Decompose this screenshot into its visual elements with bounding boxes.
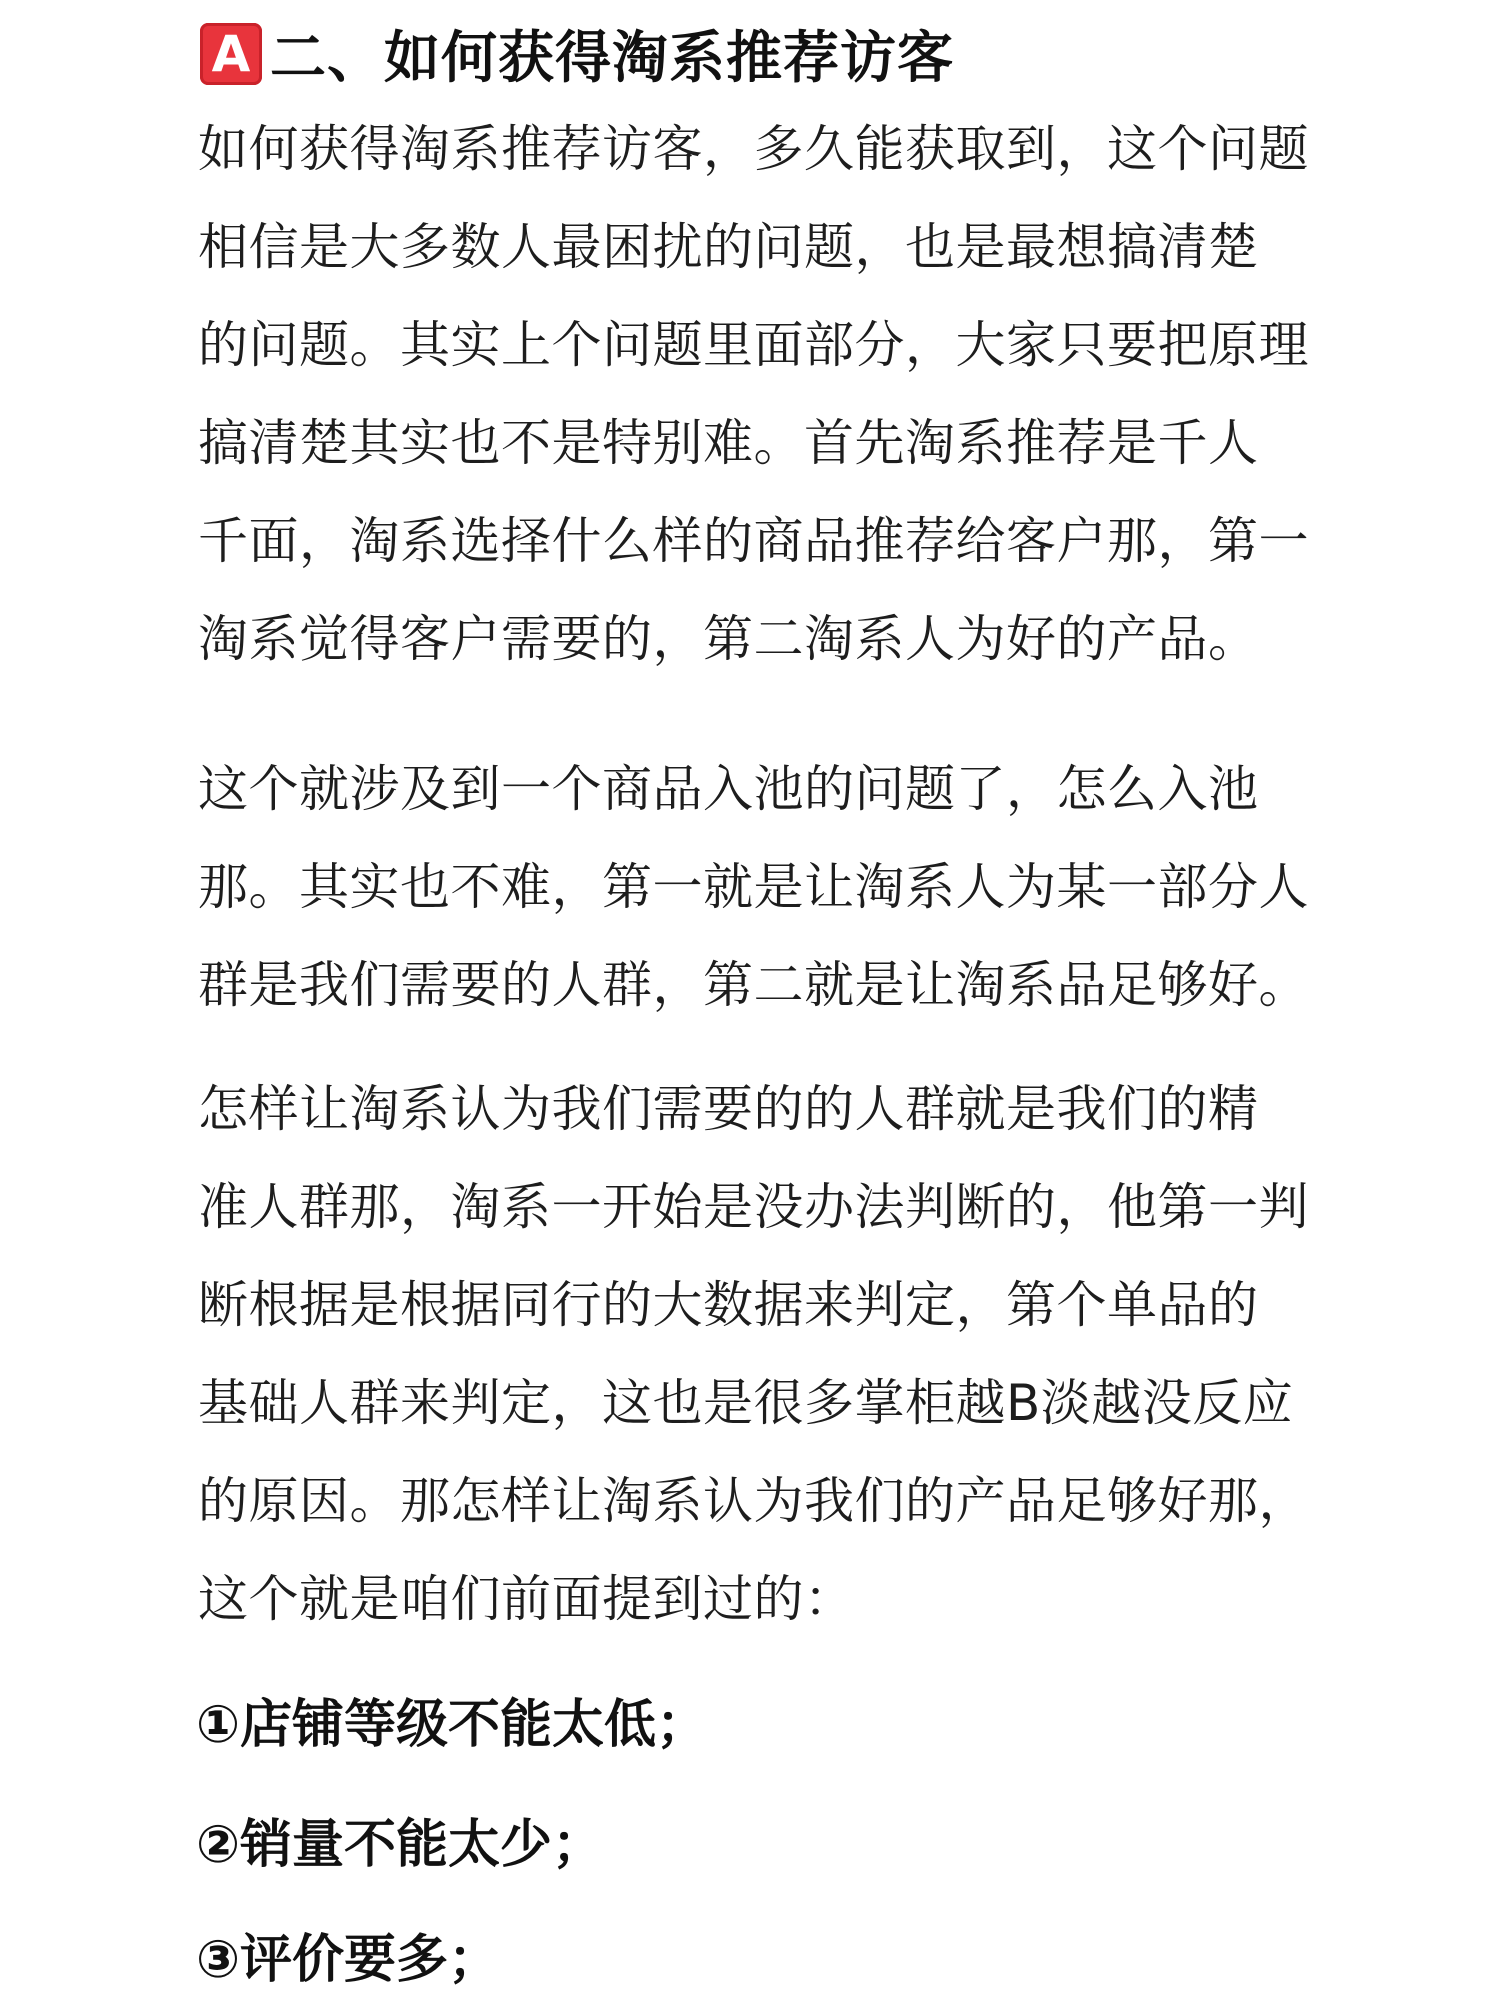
paragraph-line: 群是我们需要的人群，第二就是让淘系品足够好。 (198, 956, 1309, 1014)
paragraph-line: 的原因。那怎样让淘系认为我们的产品足够好那， (198, 1472, 1309, 1530)
paragraph-line: 这个就涉及到一个商品入池的问题了，怎么入池 (198, 760, 1259, 818)
paragraph-line: 搞清楚其实也不是特别难。首先淘系推荐是千人 (198, 414, 1259, 472)
letter-a-badge-icon: A (200, 23, 262, 85)
paragraph-line: 怎样让淘系认为我们需要的的人群就是我们的精 (198, 1080, 1259, 1138)
list-item: ②销量不能太少； (196, 1815, 605, 1875)
paragraph-1 (198, 100, 1318, 688)
paragraph-3 (198, 1060, 1318, 1648)
paragraph-line: 如何获得淘系推荐访客，多久能获取到，这个问题 (198, 120, 1309, 178)
paragraph-line: 那。其实也不难，第一就是让淘系人为某一部分人 (198, 858, 1309, 916)
paragraph-line: 这个就是咱们前面提到过的： (198, 1570, 855, 1628)
paragraph-2 (198, 740, 1318, 1034)
paragraph-line: 的问题。其实上个问题里面部分，大家只要把原理 (198, 316, 1309, 374)
paragraph-line: 淘系觉得客户需要的，第二淘系人为好的产品。 (198, 610, 1259, 668)
paragraph-line: 相信是大多数人最困扰的问题，也是最想搞清楚 (198, 218, 1259, 276)
section-heading (200, 18, 954, 90)
paragraph-line: 千面，淘系选择什么样的商品推荐给客户那，第一 (198, 512, 1309, 570)
paragraph-line: 基础人群来判定，这也是很多掌柜越B淡越没反应 (198, 1374, 1294, 1432)
heading-text: 二、如何获得淘系推荐访客 (270, 26, 954, 91)
list-item: ③评价要多； (196, 1930, 501, 1990)
paragraph-line: 断根据是根据同行的大数据来判定，第个单品的 (198, 1276, 1259, 1334)
list-item: ①店铺等级不能太低； (196, 1695, 709, 1755)
paragraph-line: 准人群那，淘系一开始是没办法判断的，他第一判 (198, 1178, 1309, 1236)
